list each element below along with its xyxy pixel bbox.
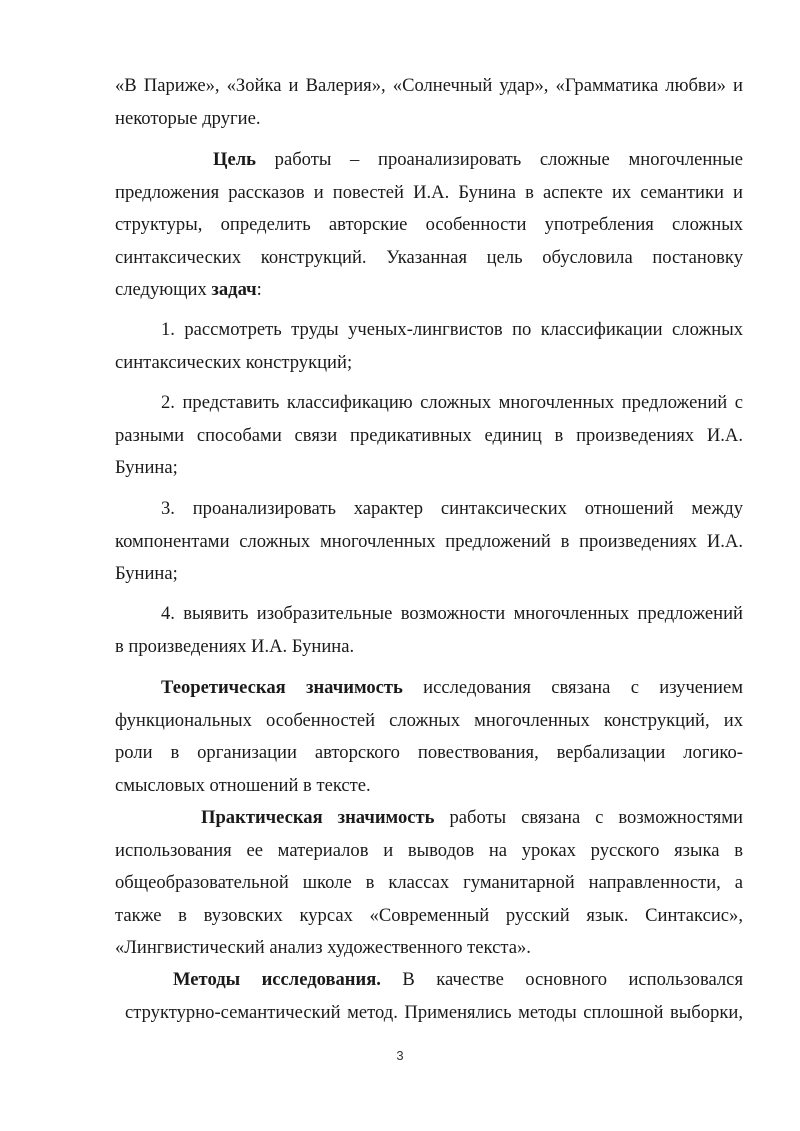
page-number: 3 [396,1048,404,1063]
text-line: в произведениях И.А. Бунина. [115,635,355,657]
text-line: «Лингвистический анализ художественного текста». [115,937,531,959]
text-line: структуры, определить авторские особенности употребления сложных [115,214,743,236]
tasks-pre: следующих [115,279,212,301]
text-line: 4. выявить изобразительные возможности многочленных предложений [161,603,743,624]
practical-line-rest: работы связана с возможностями [434,807,743,828]
text-line [115,964,743,997]
text-line: синтаксических конструкций. Указанная цель обусловила постановку [115,246,743,268]
text-line: некоторые другие. [115,107,261,129]
text-line: Бунина; [115,563,178,585]
text-line: 1. рассмотреть труды ученых-лингвистов по классификации сложных [161,319,743,340]
text-line: синтаксических конструкций; [115,351,353,373]
text-line: роли в организации авторского повествования, вербализации логико- [115,742,743,764]
text-line [115,802,743,835]
goal-heading: Цель [213,149,256,170]
text-line [115,144,743,177]
task-item-3 [115,493,743,591]
paragraph-methods [115,964,743,1029]
text-line: «В Париже», «Зойка и Валерия», «Солнечный удар», «Грамматика любви» и [115,75,743,96]
text-line: 3. проанализировать характер синтаксических отношений между [161,498,743,519]
paragraph-practical [115,802,743,965]
tasks-post: : [256,279,262,301]
task-item-2 [115,387,743,485]
text-line: разными способами связи предикативных единиц в произведениях И.А. [115,424,743,446]
paragraph-intro [115,70,743,135]
text-line: также в вузовских курсах «Современный русский язык. Синтаксис», [115,904,743,926]
methods-line-rest: В качестве основного использовался [380,969,743,990]
text-line: общеобразовательной школе в классах гуманитарной направленности, а [115,872,743,894]
text-line [115,274,743,307]
practical-heading: Практическая значимость [201,807,435,828]
text-line: смысловых отношений в тексте. [115,774,371,796]
text-line: 2. представить классификацию сложных многочленных предложений с [161,392,743,413]
text-line: Бунина; [115,457,178,479]
text-line: компонентами сложных многочленных предложений в произведениях И.А. [115,530,743,552]
text-line: функциональных особенностей сложных многочленных конструкций, их [115,709,743,731]
theoretical-heading: Теоретическая значимость [161,677,403,698]
task-item-1 [115,314,743,379]
task-item-4 [115,598,743,663]
text-line: предложения рассказов и повестей И.А. Бунина в аспекте их семантики и [115,181,743,203]
text-line: использования ее материалов и выводов на уроках русского языка в [115,839,743,861]
theoretical-line-rest: исследования связана с изучением [402,677,743,698]
text-line [115,672,743,705]
paragraph-goal [115,144,743,307]
tasks-heading: задач [211,279,257,301]
goal-line-rest: работы – проанализировать сложные многочленные [255,149,743,170]
methods-heading: Методы исследования. [173,969,381,990]
text-line: структурно-семантический метод. Применялись методы сплошной выборки, [125,1001,743,1023]
paragraph-theoretical [115,672,743,802]
